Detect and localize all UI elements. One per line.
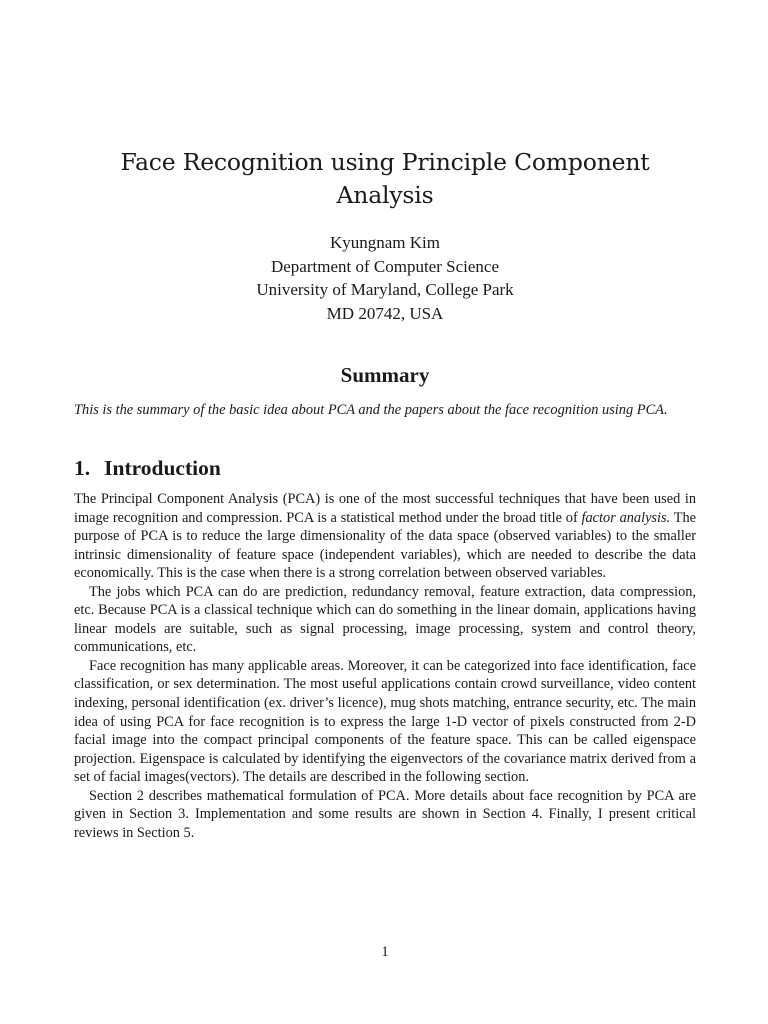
paragraph-3: Face recognition has many applicable areas. Moreover, it can be categorized into face identification, face classification, or sex determination. The most useful applications contain crowd surveillance, video content indexing, personal identification (ex. driver’s licence), mug shots matching, entrance security, etc. The main idea of using PCA for face recognition is to express the large 1-D vector of pixels constructed from 2-D facial image into the compact principal components of the feature space. This can be called eigenspace projection. Eigenspace is calculated by identifying the eigenvectors of the covariance matrix derived from a set of facial images(vectors). The details are described in the following section. bbox=[74, 657, 696, 786]
paragraph-2: The jobs which PCA can do are prediction, redundancy removal, feature extraction, data compression, etc. Because PCA is a classical technique which can do something in the linear domain, applications having linear models are suitable, such as signal processing, image processing, system and control theory, communications, etc. bbox=[74, 583, 696, 656]
paragraph-1 bbox=[74, 490, 696, 583]
paragraph-1-part-a: The Principal Component Analysis (PCA) is one of the most successful techniques that have been used in image recognition and compression. PCA is a statistical method under the broad title of bbox=[74, 491, 696, 526]
author-address: MD 20742, USA bbox=[326, 303, 444, 323]
page-number: 1 bbox=[381, 944, 389, 960]
paragraph-4: Section 2 describes mathematical formulation of PCA. More details about face recognition by PCA are given in Section 3. Implementation and some results are shown in Section 4. Finally, I present critical reviews in Section 5. bbox=[74, 787, 696, 841]
introduction-heading bbox=[74, 455, 221, 482]
summary-text: This is the summary of the basic idea about PCA and the papers about the face recognition using PCA. bbox=[74, 402, 668, 418]
summary-heading: Summary bbox=[340, 363, 430, 387]
author-university: University of Maryland, College Park bbox=[256, 280, 514, 299]
paper-page bbox=[74, 0, 696, 1024]
section-title: Introduction bbox=[104, 456, 221, 480]
section-number: 1. bbox=[74, 456, 91, 480]
paragraph-1-part-b: The purpose of PCA is to reduce the large dimensionality of the data space (observed variables) to the smaller intrinsic dimensionality of feature space (independent variables), which are needed to describe the data economically. This is the case when there is a strong correlation between observed variables. bbox=[74, 509, 696, 582]
factor-analysis-emphasis: factor analysis. bbox=[581, 509, 671, 526]
author-block bbox=[74, 231, 696, 325]
author-department: Department of Computer Science bbox=[270, 256, 499, 276]
introduction-body bbox=[74, 490, 696, 842]
author-name: Kyungnam Kim bbox=[329, 233, 441, 252]
paper-title: Face Recognition using Principle Component Analysis bbox=[120, 148, 650, 209]
